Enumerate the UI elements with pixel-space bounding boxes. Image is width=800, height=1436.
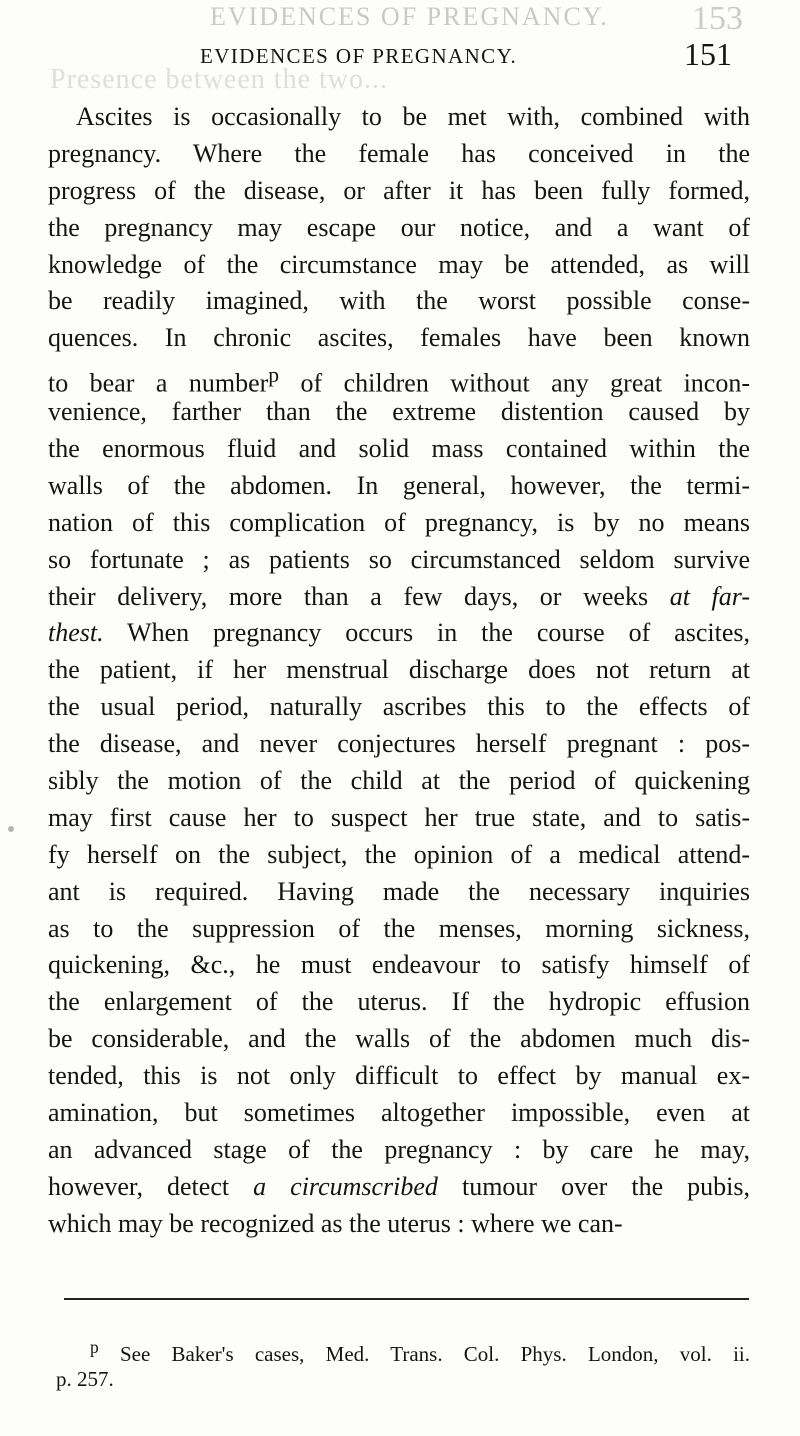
footnote-text: See Baker's cases, Med. Trans. Col. Phys. London, vol. ii. bbox=[119, 1342, 750, 1366]
text-line bbox=[48, 468, 750, 505]
italic-text: at far- bbox=[669, 581, 751, 611]
text-line-content: fy herself on the subject, the opinion of a medical attend- bbox=[48, 839, 750, 869]
text-line bbox=[48, 394, 750, 431]
text-line-content: progress of the disease, or after it has been fully formed, bbox=[48, 175, 750, 205]
text-segment: tumour over the pubis, bbox=[437, 1171, 750, 1201]
text-line bbox=[48, 247, 750, 284]
text-line-content: sibly the motion of the child at the period of quickening bbox=[48, 766, 750, 796]
text-segment: however, detect bbox=[48, 1171, 254, 1201]
text-line-content: pregnancy. Where the female has conceived in the bbox=[48, 138, 750, 168]
text-line bbox=[48, 1169, 750, 1206]
text-line-content: Ascites is occasionally to be met with, combined with bbox=[76, 102, 750, 131]
text-line-content: knowledge of the circumstance may be attended, as will bbox=[48, 249, 750, 279]
text-line bbox=[48, 652, 750, 689]
text-line bbox=[48, 1132, 750, 1169]
text-line bbox=[48, 800, 750, 837]
text-line bbox=[48, 837, 750, 874]
text-line bbox=[48, 210, 750, 247]
text-line-content: quickening, &c., he must endeavour to satisfy himself of bbox=[48, 950, 750, 980]
text-line bbox=[48, 579, 750, 616]
italic-text: a circumscribed bbox=[253, 1171, 438, 1201]
text-line-content: which may be recognized as the uterus : where we can- bbox=[48, 1208, 623, 1238]
text-line bbox=[48, 689, 750, 726]
text-line-content: so fortunate ; as patients so circumstanced seldom survive bbox=[48, 544, 750, 574]
page-number: 151 bbox=[684, 36, 732, 72]
text-line-content: may first cause her to suspect her true state, and to satis- bbox=[48, 802, 750, 832]
text-line bbox=[48, 726, 750, 763]
footnote-reference: p bbox=[268, 363, 280, 388]
show-through-page-number: 153 bbox=[692, 0, 743, 37]
text-line bbox=[48, 283, 750, 320]
text-line bbox=[48, 947, 750, 984]
text-segment: their delivery, more than a few days, or weeks bbox=[48, 581, 670, 611]
text-line bbox=[48, 320, 750, 357]
running-title: EVIDENCES OF PREGNANCY. bbox=[200, 44, 518, 68]
text-line bbox=[48, 1095, 750, 1132]
footnote-line-2: p. 257. bbox=[56, 1367, 114, 1391]
text-line bbox=[48, 874, 750, 911]
footnote-marker: p bbox=[90, 1337, 99, 1357]
text-line-content: the enlargement of the uterus. If the hydropic effusion bbox=[48, 987, 750, 1017]
text-segment: When pregnancy occurs in the course of ascites, bbox=[103, 618, 750, 648]
text-line bbox=[48, 615, 750, 652]
text-segment: to bear a number bbox=[48, 368, 269, 398]
text-line-content: amination, but sometimes altogether impossible, even at bbox=[48, 1098, 750, 1128]
text-line-content: the enormous fluid and solid mass contained within the bbox=[48, 434, 750, 464]
text-line-content: tended, this is not only difficult to effect by manual ex- bbox=[48, 1061, 750, 1091]
text-line bbox=[48, 542, 750, 579]
text-line-content: the patient, if her menstrual discharge does not return at bbox=[48, 655, 750, 685]
text-line-content: an advanced stage of the pregnancy : by care he may, bbox=[48, 1134, 750, 1164]
text-line-content: be considerable, and the walls of the abdomen much dis- bbox=[48, 1024, 750, 1054]
text-line bbox=[48, 431, 750, 468]
text-line bbox=[48, 1206, 750, 1243]
text-line bbox=[48, 357, 750, 398]
text-line bbox=[48, 173, 750, 210]
footnote-line-1 bbox=[56, 1331, 750, 1366]
text-line bbox=[48, 984, 750, 1021]
text-line bbox=[48, 911, 750, 948]
text-line-content: as to the suppression of the menses, morning sickness, bbox=[48, 913, 750, 943]
show-through-running-title: EVIDENCES OF PREGNANCY. bbox=[210, 2, 609, 31]
text-line-content: the disease, and never conjectures herself pregnant : pos- bbox=[48, 729, 750, 759]
footnote-rule bbox=[64, 1298, 749, 1300]
text-line bbox=[48, 1058, 750, 1095]
text-line bbox=[48, 1021, 750, 1058]
text-line-content: nation of this complication of pregnancy, is by no means bbox=[48, 507, 750, 537]
paper-speck bbox=[8, 826, 14, 832]
text-line bbox=[48, 505, 750, 542]
text-line bbox=[48, 763, 750, 800]
show-through-text-line: Presence between the two... bbox=[50, 64, 388, 95]
text-line bbox=[48, 136, 750, 173]
text-line bbox=[48, 99, 750, 136]
text-segment: of children without any great incon- bbox=[279, 368, 750, 398]
text-line-content: be readily imagined, with the worst possible conse- bbox=[48, 286, 750, 316]
text-line-content: ant is required. Having made the necessary inquiries bbox=[48, 876, 750, 906]
text-line-content: the pregnancy may escape our notice, and a want of bbox=[48, 212, 750, 242]
text-line-content: venience, farther than the extreme distention caused by bbox=[48, 397, 750, 427]
text-line-content: walls of the abdomen. In general, however, the termi- bbox=[48, 470, 750, 500]
text-line-content: the usual period, naturally ascribes this to the effects of bbox=[48, 692, 750, 722]
body-paragraph bbox=[48, 99, 750, 1243]
text-line-content: quences. In chronic ascites, females have been known bbox=[48, 323, 750, 353]
italic-text: thest. bbox=[48, 618, 104, 648]
footnote bbox=[56, 1331, 750, 1395]
